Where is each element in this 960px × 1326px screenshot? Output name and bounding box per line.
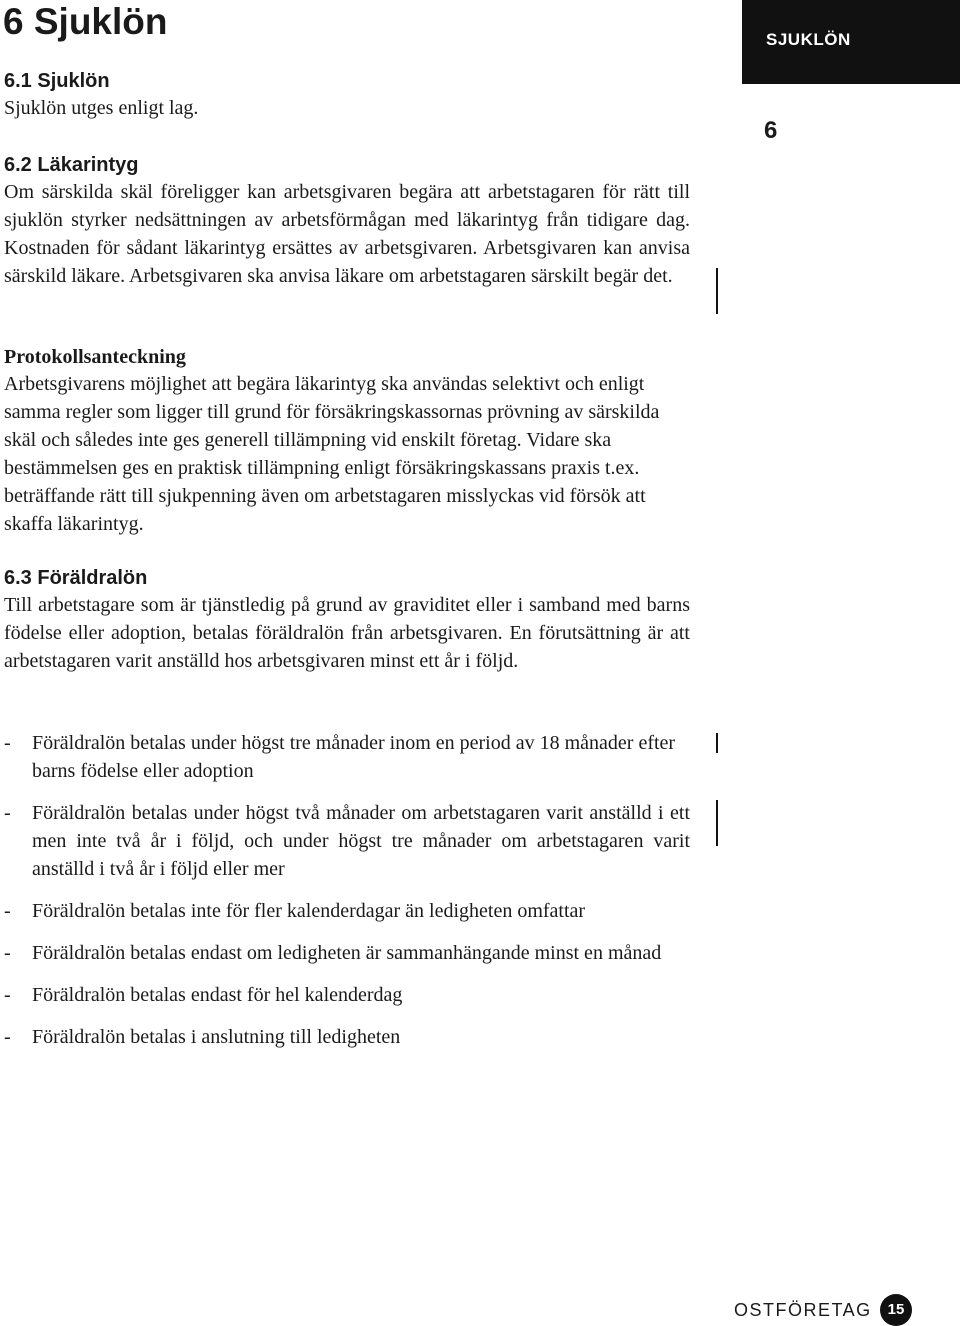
revision-marker <box>716 800 718 846</box>
footer-brand: OSTFÖRETAG <box>734 1300 872 1320</box>
list-item-text: Föräldralön betalas under högst tre månader inom en period av 18 månader efter barns födelse eller adoption <box>32 732 676 782</box>
list-item <box>4 981 690 1009</box>
bullet-dash: - <box>4 732 11 754</box>
list-item-text: Föräldralön betalas endast om ledigheten är sammanhängande minst en månad <box>32 942 662 964</box>
bullet-list <box>4 729 690 1065</box>
chapter-title: 6 Sjuklön <box>3 1 168 42</box>
bullet-dash: - <box>4 942 11 964</box>
section-heading: 6.3 Föräldralön <box>4 567 148 589</box>
sidebar-chapter-number: 6 <box>764 117 778 144</box>
sidebar-chapter-label: SJUKLÖN <box>766 30 851 49</box>
section-protokollsanteckning <box>4 344 690 538</box>
bullet-dash: - <box>4 1026 11 1048</box>
list-item-text: Föräldralön betalas endast för hel kalenderdag <box>32 984 403 1006</box>
section-heading: 6.2 Läkarintyg <box>4 154 139 176</box>
bullet-dash: - <box>4 802 11 824</box>
list-item <box>4 897 690 925</box>
section-heading: Protokollsanteckning <box>4 346 186 368</box>
list-item <box>4 729 690 785</box>
list-item-text: Föräldralön betalas i anslutning till ledigheten <box>32 1026 401 1048</box>
list-item <box>4 1023 690 1051</box>
section-paragraph: Om särskilda skäl föreligger kan arbetsgivaren begära att arbetstagaren för rätt till sjuklön styrker nedsättningen av arbetsförmågan med läkarintyg från tidigare dag. Kostnaden för sådant läkarintyg ersättes av arbetsgivaren. Arbetsgivaren kan anvisa särskild läkare. Arbetsgivaren ska anvisa läkare om arbetstagaren särskilt begär det. <box>4 181 690 287</box>
list-item <box>4 939 690 967</box>
section-paragraph: Arbetsgivarens möjlighet att begära läkarintyg ska användas selektivt och enligt samma regler som ligger till grund för försäkringskassornas prövning av särskilda skäl och således inte ges generell tillämpning vid enskilt företag. Vidare ska bestämmelsen ges en praktisk tillämpning enligt försäkringskassans praxis t.ex. beträffande rätt till sjukpenning även om arbetstagaren misslyckas vid försök att skaffa läkarintyg. <box>4 373 660 535</box>
page-number-badge: 15 <box>880 1294 912 1326</box>
sidebar-chapter-tab <box>742 0 960 84</box>
revision-marker <box>716 733 718 753</box>
list-item-text: Föräldralön betalas under högst två månader om arbetstagaren varit anställd i ett men inte två år i följd, och under högst tre månader om arbetstagaren varit anställd i två år i följd eller mer <box>32 802 690 880</box>
bullet-dash: - <box>4 900 11 922</box>
section-lakarintyg <box>4 152 690 290</box>
section-heading: 6.1 Sjuklön <box>4 70 110 92</box>
list-item-text: Föräldralön betalas inte för fler kalenderdagar än ledigheten omfattar <box>32 900 586 922</box>
section-foraldralon <box>4 565 690 675</box>
section-paragraph: Sjuklön utges enligt lag. <box>4 97 199 119</box>
section-paragraph: Till arbetstagare som är tjänstledig på grund av graviditet eller i samband med barns födelse eller adoption, betalas föräldralön från arbetsgivaren. En förutsättning är att arbetstagaren varit anställd hos arbetsgivaren minst ett år i följd. <box>4 594 690 672</box>
section-sjuklon <box>4 68 690 122</box>
list-item <box>4 799 690 883</box>
revision-marker <box>716 268 718 314</box>
bullet-dash: - <box>4 984 11 1006</box>
